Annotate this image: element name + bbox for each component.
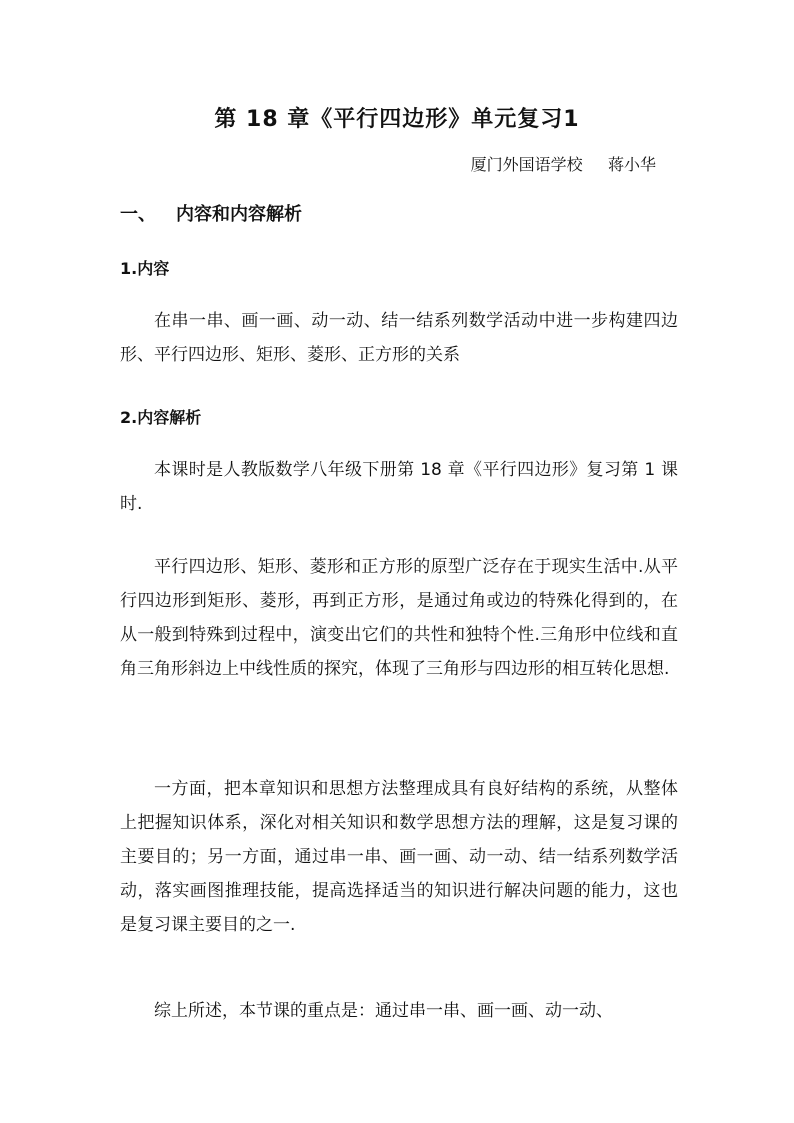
subheading-content: 1.内容 <box>120 259 170 278</box>
author-line: 厦门外国语学校 蒋小华 <box>470 155 656 174</box>
paragraph: 一方面，把本章知识和思想方法整理成具有良好结构的系统，从整体上把握知识体系，深化对相关知识和数学思想方法的理解，这是复习课的主要目的；另一方面，通过串一串、画一画、动一动、结一结系列数学活动，落实画图推理技能，提高选择适当的知识进行解决问题的能力，这也是复习课主要目的之一. <box>120 779 678 935</box>
paragraph: 本课时是人教版数学八年级下册第 18 章《平行四边形》复习第 1 课时. <box>120 460 678 514</box>
section-number: 一、 <box>120 204 156 225</box>
subheading-analysis: 2.内容解析 <box>120 408 202 427</box>
paragraph: 综上所述，本节课的重点是：通过串一串、画一画、动一动、 <box>154 1001 613 1021</box>
section-label: 内容和内容解析 <box>176 204 302 225</box>
paragraph: 在串一串、画一画、动一动、结一结系列数学活动中进一步构建四边形、平行四边形、矩形、菱形、正方形的关系 <box>120 311 678 365</box>
document-title: 第 18 章《平行四边形》单元复习1 <box>214 107 580 132</box>
paragraph: 平行四边形、矩形、菱形和正方形的原型广泛存在于现实生活中.从平行四边形到矩形、菱形，再到正方形，是通过角或边的特殊化得到的，在从一般到特殊到过程中，演变出它们的共性和独特个性.三角形中位线和直角三角形斜边上中线性质的探究，体现了三角形与四边形的相互转化思想. <box>120 557 678 679</box>
section-heading <box>120 200 302 226</box>
